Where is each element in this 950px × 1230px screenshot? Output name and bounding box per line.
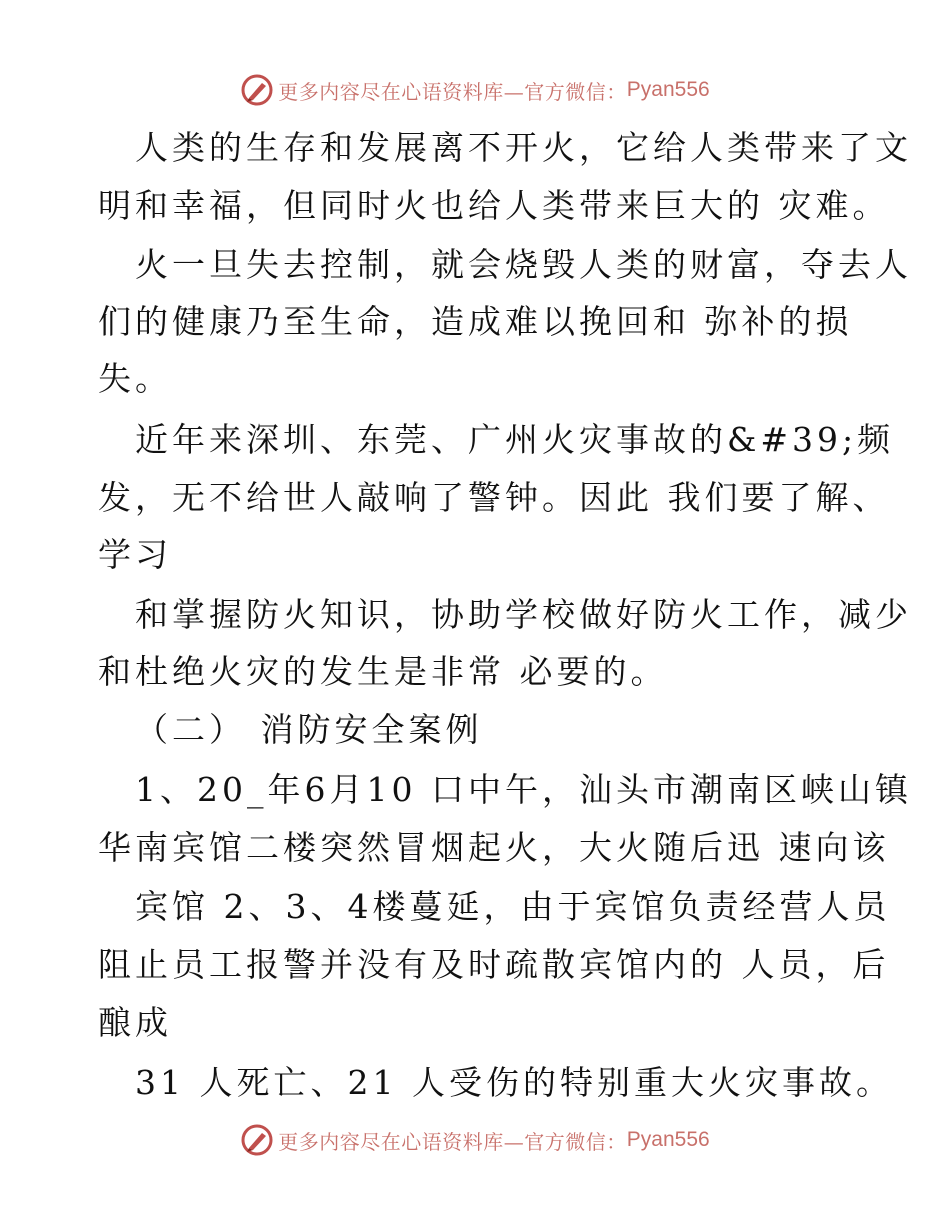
- paragraph-line: 酿成: [98, 1003, 172, 1042]
- paragraph-line: 学习: [98, 535, 172, 574]
- watermark-wechat: Pyan556: [626, 78, 710, 101]
- paragraph-line: 失。: [98, 359, 172, 398]
- watermark-text: 更多内容尽在心语资料库—官方微信：: [278, 1129, 627, 1154]
- paragraph-line: 1、20_年6月10 口中午，汕头市潮南区峡山镇: [135, 770, 912, 809]
- section-heading: （二） 消防安全案例: [135, 710, 483, 749]
- paragraph-line: 发，无不给世人敲响了警钟。因此 我们要了解、: [98, 478, 890, 517]
- paragraph-line: 们的健康乃至生命，造成难以挽回和 弥补的损: [98, 302, 853, 341]
- watermark-wechat: Pyan556: [626, 1128, 710, 1151]
- paragraph-line: 宾馆 2、3、4楼蔓延，由于宾馆负责经营人员: [135, 887, 891, 926]
- paragraph-line: 和掌握防火知识，协助学校做好防火工作，减少: [135, 595, 912, 634]
- paragraph-line: 人类的生存和发展离不开火，它给人类带来了文: [135, 128, 912, 167]
- paragraph-line: 阻止员工报警并没有及时疏散宾馆内的 人员，后: [98, 945, 890, 984]
- paragraph-line: 明和幸福，但同时火也给人类带来巨大的 灾难。: [98, 186, 890, 225]
- paragraph-line: 31 人死亡、21 人受伤的特别重大火灾事故。: [135, 1063, 893, 1102]
- watermark-text: 更多内容尽在心语资料库—官方微信：: [278, 79, 627, 104]
- watermark-banner-bottom: [0, 1120, 950, 1160]
- pen-logo-icon: [240, 73, 274, 107]
- paragraph-line: 近年来深圳、东莞、广州火灾事故的&#39;频: [135, 420, 895, 459]
- pen-logo-icon: [240, 1123, 274, 1157]
- watermark-banner-top: [0, 70, 950, 110]
- paragraph-line: 和杜绝火灾的发生是非常 必要的。: [98, 652, 668, 691]
- paragraph-line: 火一旦失去控制，就会烧毁人类的财富，夺去人: [135, 245, 912, 284]
- paragraph-line: 华南宾馆二楼突然冒烟起火，大火随后迅 速向该: [98, 828, 890, 867]
